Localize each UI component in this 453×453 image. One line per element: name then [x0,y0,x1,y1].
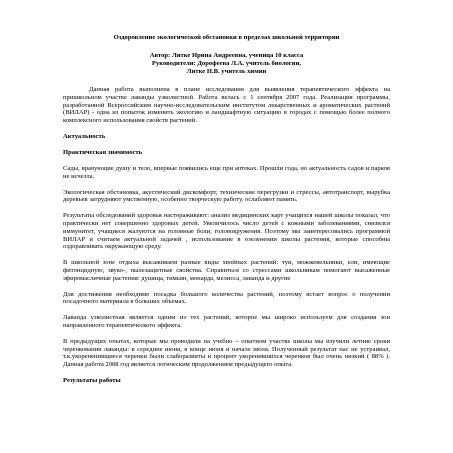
paragraph-2: Экологическая обстановка, акустический дискомфорт, технические перегрузки и стрессы, автотранспорт, вырубка деревьев затрудняют умственную, особенно творческую работу, ослабляют память. [63,188,390,204]
heading-results: Результаты работы [63,376,121,384]
document-title: Оздоровление экологической обстановки в пределах школьной территории [113,34,340,41]
paragraph-7: В предыдущих опытах, которые мы проводили на учебно – опытном участке школы мы изучили летние сроки черенкования лаванды: в середине июня, в конце июня и начале июля. Полученный результат нас не устраивал, т.к.укорененивщиеся черенки были слаборазвиты и процент укоренившихся черенков был очень низкий ( 88% ). Данная работа 2008 год является логическим продолжением предыдущего опыта. [63,337,390,369]
paragraph-5: Для достижения необходимо посадка большого количества растений, поэтому встает вопрос о получении посадочного материала в больших объемах. [63,290,390,306]
paragraph-4: В школьной зоне отдыха высаживаем разные виды хвойных растений: туи, можжевельники, ели, имеющие фитонцидную, звуко-, пылезащитные свойства. Справиться со стрессами школьникам помогают высаженные эфиромасличные растения: душица, тимьян, монарда, мелисса, лаванда и другие [63,259,390,282]
intro-paragraph: Данная работа выполнена в плане исследования для выявления терапевтического эффекта на пришкольном участке лаванды узколистной. Работа велась с 1 сентября 2007 года. Реализация программы, разработанной Всероссийским научно-исследовательским институтом лекарственных и ароматических растений (ВИЛАР) - одна из попыток изменить экологию и ландшафтную ситуацию в городах с помощью более полного комплексного использования свойств растений. [63,86,390,125]
heading-practical: Практическая значимость [63,148,143,156]
authors-block [63,52,390,76]
author-line: Автор: Литке Ирина Андреевна, ученица 10 класса [149,52,304,59]
supervisor-line-1: Руководители: Дорофеева Л.А. учитель биологии, [151,60,302,67]
paragraph-1: Сады, врачующие душу и тело, впервые появились еще при аптеках. Прошли года, но актуальность садов и парков не исчезла. [63,164,390,180]
paragraph-6: Лаванда узколистная является одним из тех растений, которое мы широко используем для создания зон направленного терапевтического эффекта. [63,314,390,329]
supervisor-line-2: Литке Н.В. учитель химии [186,68,267,75]
heading-relevance: Актуальность [63,132,106,140]
paragraph-3: Результаты обследований здоровья настораживают: анализ медицинских карт учащихся нашей школы показал, что практически нет совершенно здоровых детей. Увеличилось число детей с кожными заболеваниями, снизился иммунитет, учащиеся жалуются на головные боли, головокружения. Поэтому мы заинтересовались программой ВИЛАР и считаем актуальной задачей , использование в озеленении школы растения, которые способны оздоравливать окружающую среду. [63,212,390,251]
